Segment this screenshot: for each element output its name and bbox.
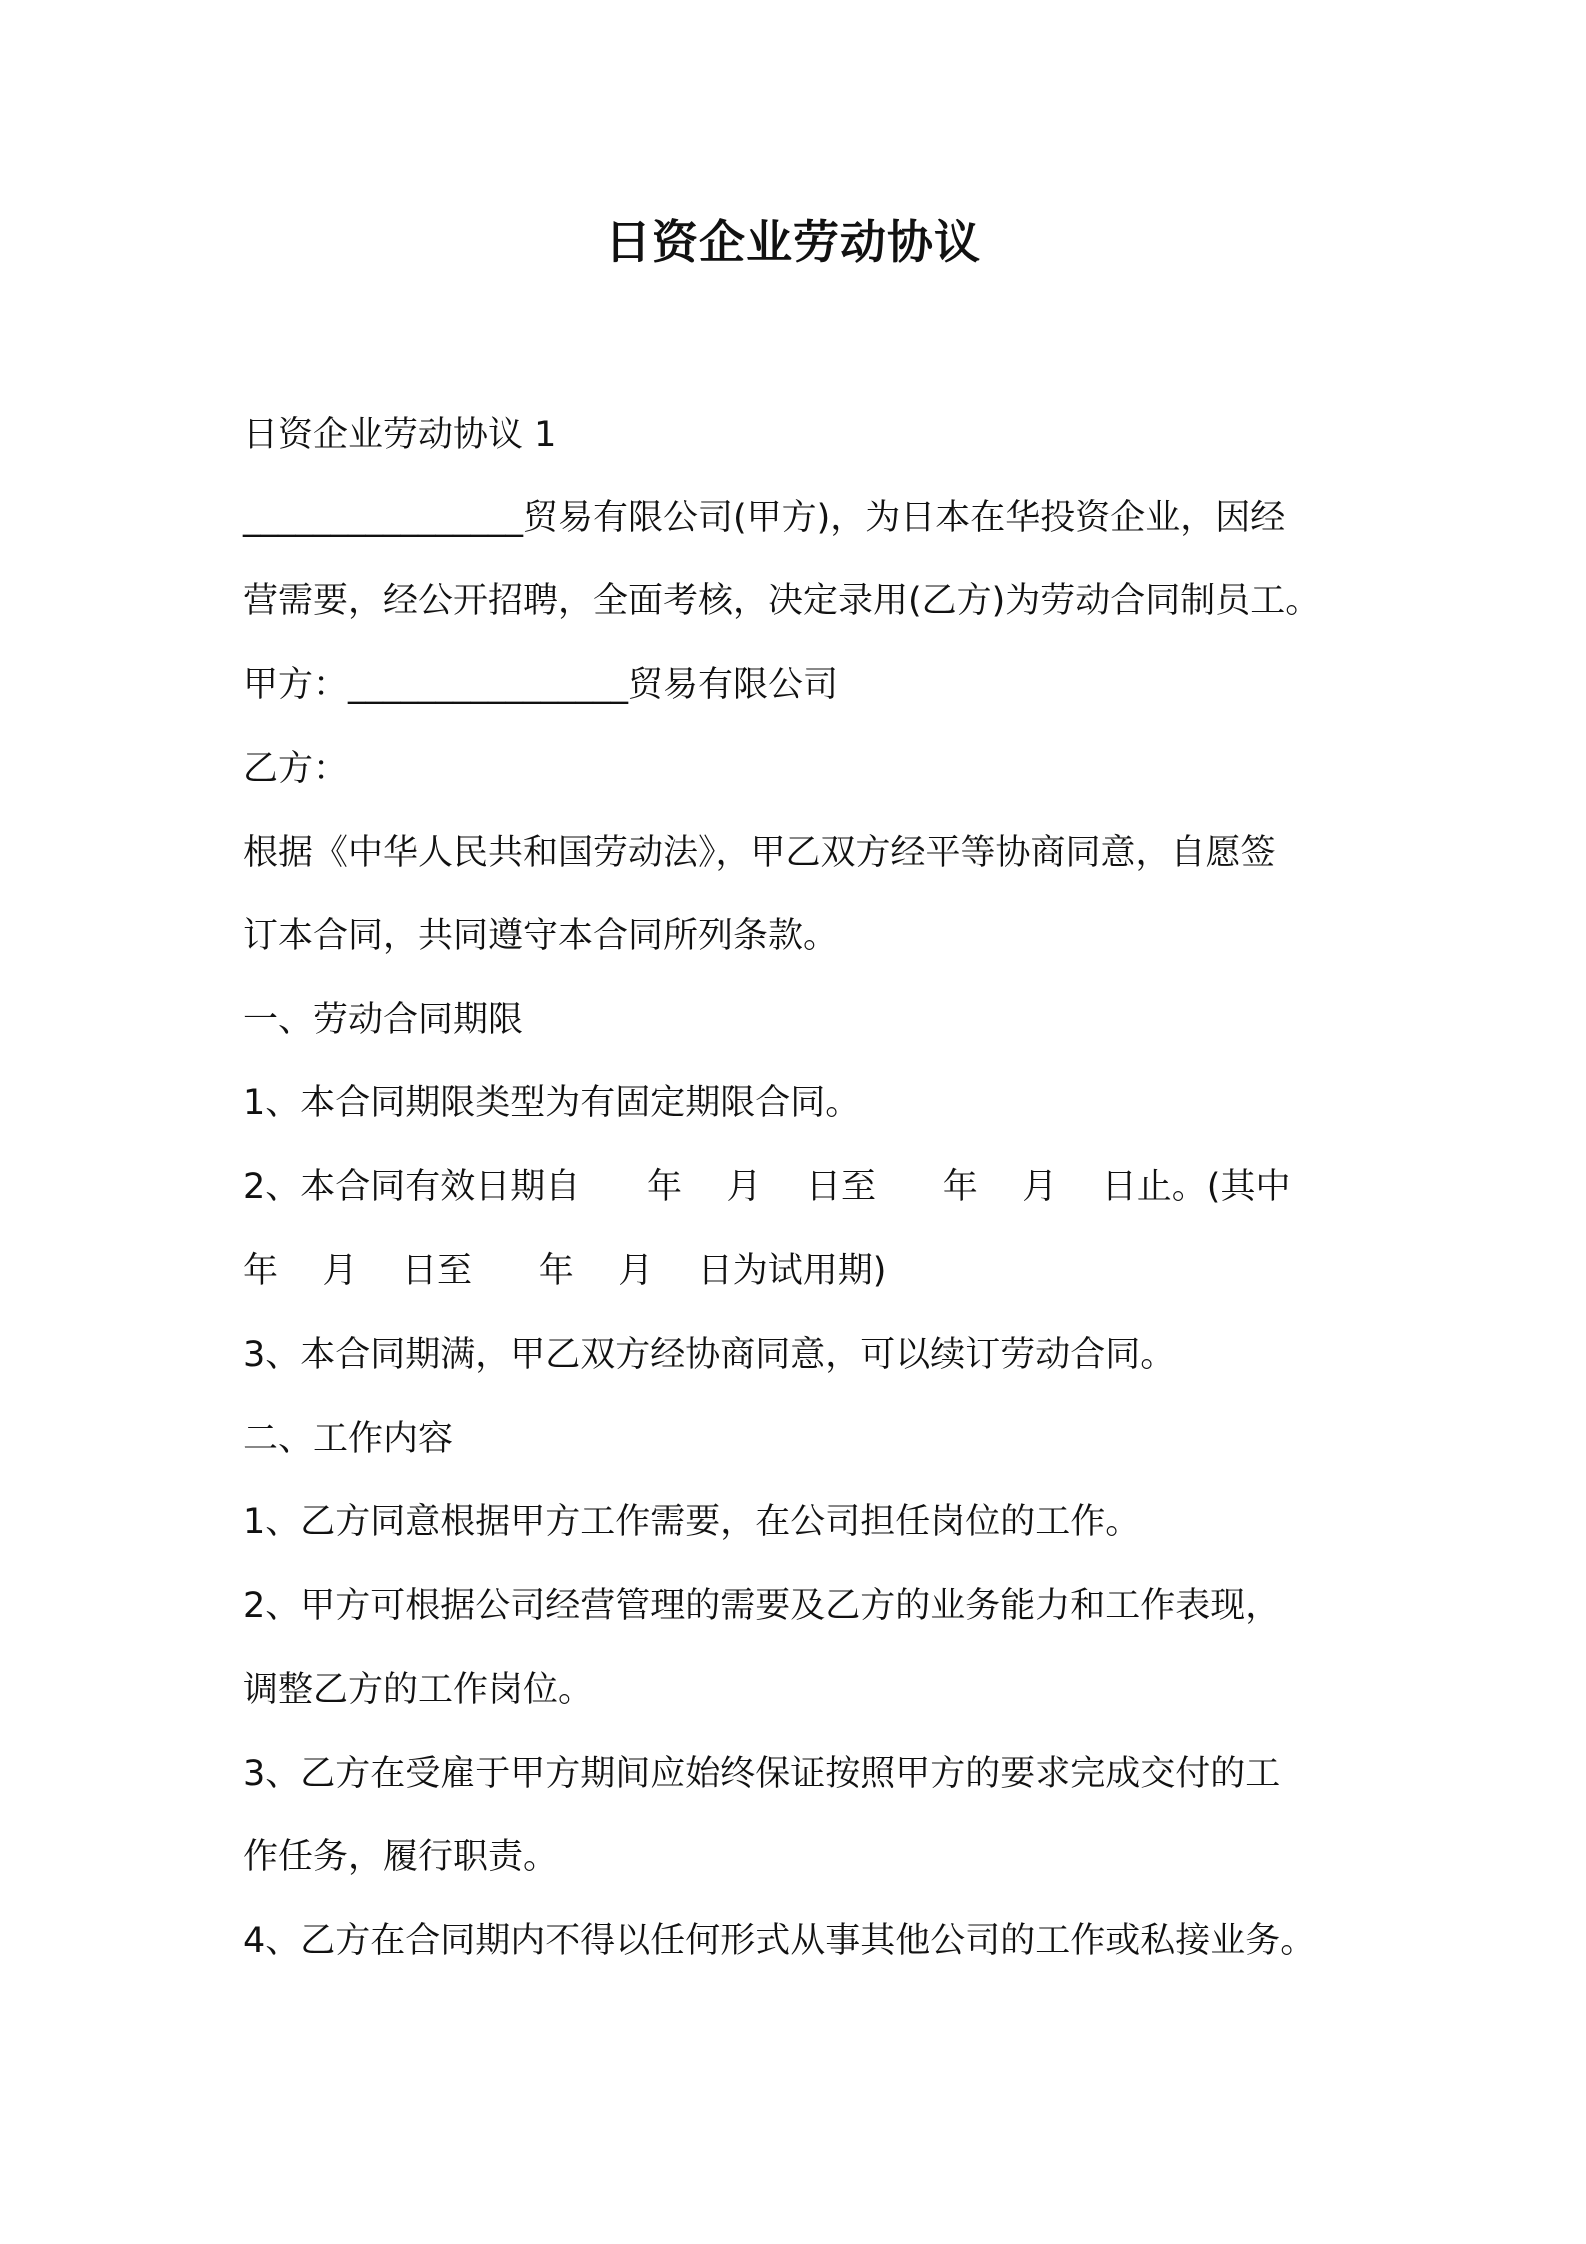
clause-line: 1、本合同期限类型为有固定期限合同。 [243,1083,861,1123]
section-heading: 一、劳动合同期限 [243,1000,524,1040]
clause-line: 2、甲方可根据公司经营管理的需要及乙方的业务能力和工作表现， [243,1586,1281,1626]
clause-line: 1、乙方同意根据甲方工作需要，在公司担任岗位的工作。 [243,1502,1141,1542]
clause-line: 3、乙方在受雇于甲方期间应始终保证按照甲方的要求完成交付的工 [243,1754,1281,1794]
party-a-line: 甲方：________________贸易有限公司 [243,665,839,705]
document-title: 日资企业劳动协议 [605,215,981,269]
clause-line: 作任务，履行职责。 [243,1837,559,1877]
clause-line: 调整乙方的工作岗位。 [243,1670,594,1710]
clause-line: 4、乙方在合同期内不得以任何形式从事其他公司的工作或私接业务。 [243,1921,1316,1961]
section-heading: 二、工作内容 [243,1419,454,1459]
clause-line: 3、本合同期满，甲乙双方经协商同意，可以续订劳动合同。 [243,1335,1176,1375]
paragraph-line: 订本合同，共同遵守本合同所列条款。 [243,916,839,956]
paragraph-line: 营需要，经公开招聘，全面考核，决定录用(乙方)为劳动合同制员工。 [243,581,1321,621]
clause-line: 年 月 日至 年 月 日为试用期) [243,1251,887,1291]
party-b-line: 乙方： [243,749,349,789]
agreement-subtitle: 日资企业劳动协议 1 [243,415,557,455]
clause-line: 2、本合同有效日期自 年 月 日至 年 月 日止。(其中 [243,1167,1291,1207]
paragraph-line: ________________贸易有限公司(甲方)，为日本在华投资企业，因经 [243,498,1286,538]
paragraph-line: 根据《中华人民共和国劳动法》，甲乙双方经平等协商同意，自愿签 [243,833,1276,873]
